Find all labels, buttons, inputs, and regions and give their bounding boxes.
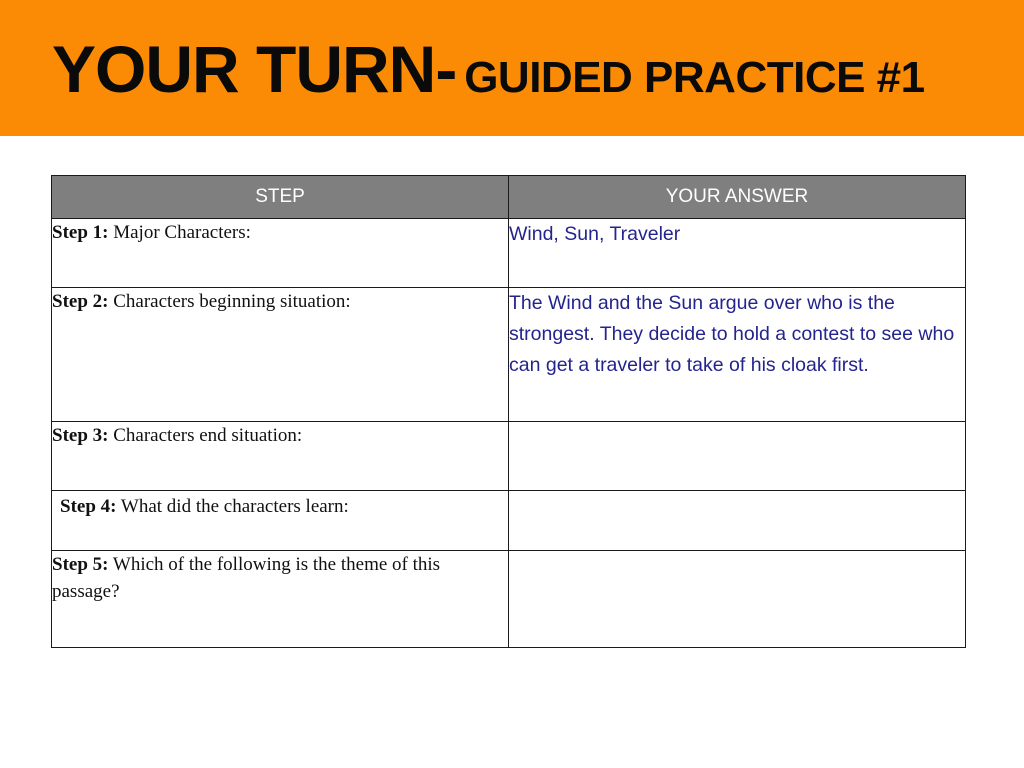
title-banner <box>0 0 1024 136</box>
step-label: Step 4: <box>60 496 117 517</box>
step-prompt: Characters beginning situation: <box>113 291 351 312</box>
table-row <box>52 288 966 422</box>
title-main: YOUR TURN- <box>52 32 457 106</box>
step-cell <box>52 422 509 491</box>
title-subtitle: GUIDED PRACTICE #1 <box>464 53 925 102</box>
step-label: Step 1: <box>52 222 109 243</box>
table-row <box>52 551 966 648</box>
step-prompt: What did the characters learn: <box>120 496 349 517</box>
table-row <box>52 422 966 491</box>
table-row <box>52 491 966 551</box>
answer-cell[interactable]: The Wind and the Sun argue over who is the strongest. They decide to hold a contest to see who can get a traveler to take of his cloak first. <box>509 288 966 422</box>
table-header-row <box>52 176 966 219</box>
step-prompt: Characters end situation: <box>113 425 303 446</box>
header-your-answer: YOUR ANSWER <box>509 176 966 219</box>
answer-cell[interactable] <box>509 422 966 491</box>
step-label: Step 5: <box>52 554 109 575</box>
answer-cell[interactable]: Wind, Sun, Traveler <box>509 219 966 288</box>
step-cell <box>52 219 509 288</box>
step-cell <box>52 551 509 648</box>
step-prompt: Major Characters: <box>113 222 251 243</box>
step-cell <box>52 491 509 551</box>
step-prompt: Which of the following is the theme of this passage? <box>52 554 441 602</box>
step-label: Step 2: <box>52 291 109 312</box>
header-step: STEP <box>52 176 509 219</box>
guided-practice-table <box>51 175 966 648</box>
step-cell <box>52 288 509 422</box>
answer-cell[interactable] <box>509 551 966 648</box>
table-row <box>52 219 966 288</box>
step-label: Step 3: <box>52 425 109 446</box>
slide-title <box>52 32 925 106</box>
answer-cell[interactable] <box>509 491 966 551</box>
